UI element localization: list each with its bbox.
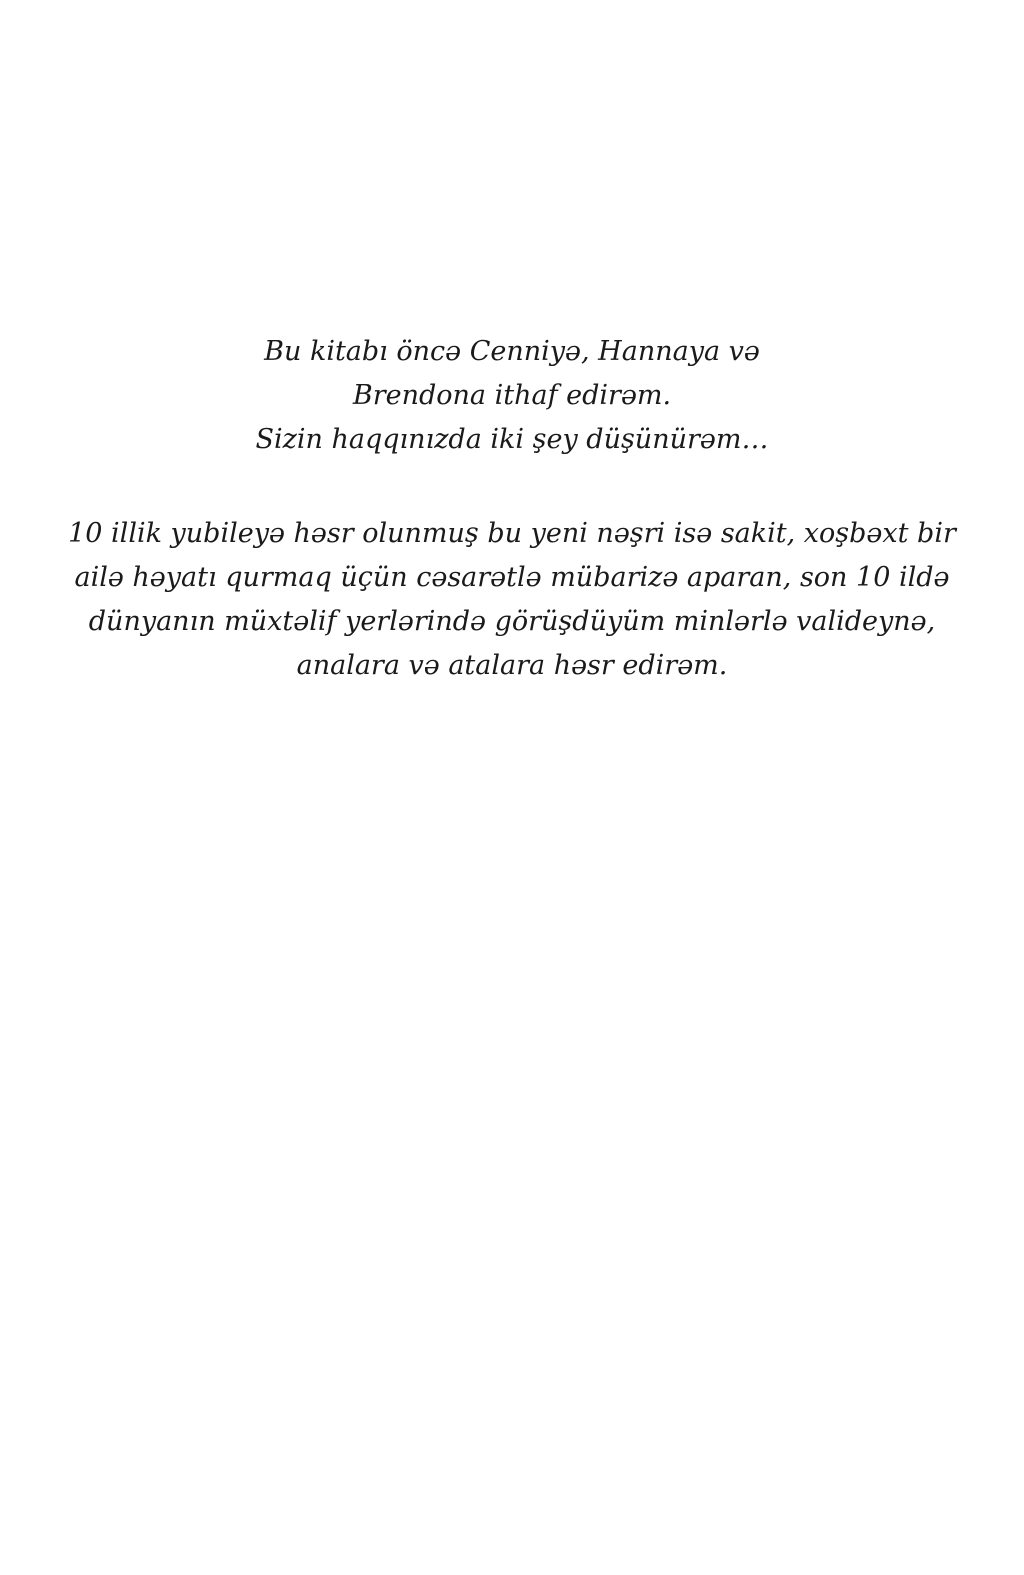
dedication-line: dünyanın müxtəlif yerlərində görüşdüyüm minlərlə valideynə, (88, 606, 936, 637)
dedication-line: Bu kitabı öncə Cenniyə, Hannaya və (264, 336, 760, 367)
dedication-line: Sizin haqqınızda iki şey düşünürəm… (255, 424, 769, 455)
dedication-anniversary (0, 512, 1024, 688)
dedication-line: analara və atalara həsr edirəm. (296, 650, 728, 681)
dedication-line: 10 illik yubileyə həsr olunmuş bu yeni nəşri isə sakit, xoşbəxt bir (68, 518, 956, 549)
dedication-line: Brendona ithaf edirəm. (352, 380, 672, 411)
dedication-line: ailə həyatı qurmaq üçün cəsarətlə mübarizə aparan, son 10 ildə (74, 562, 950, 593)
dedication-primary (0, 330, 1024, 462)
